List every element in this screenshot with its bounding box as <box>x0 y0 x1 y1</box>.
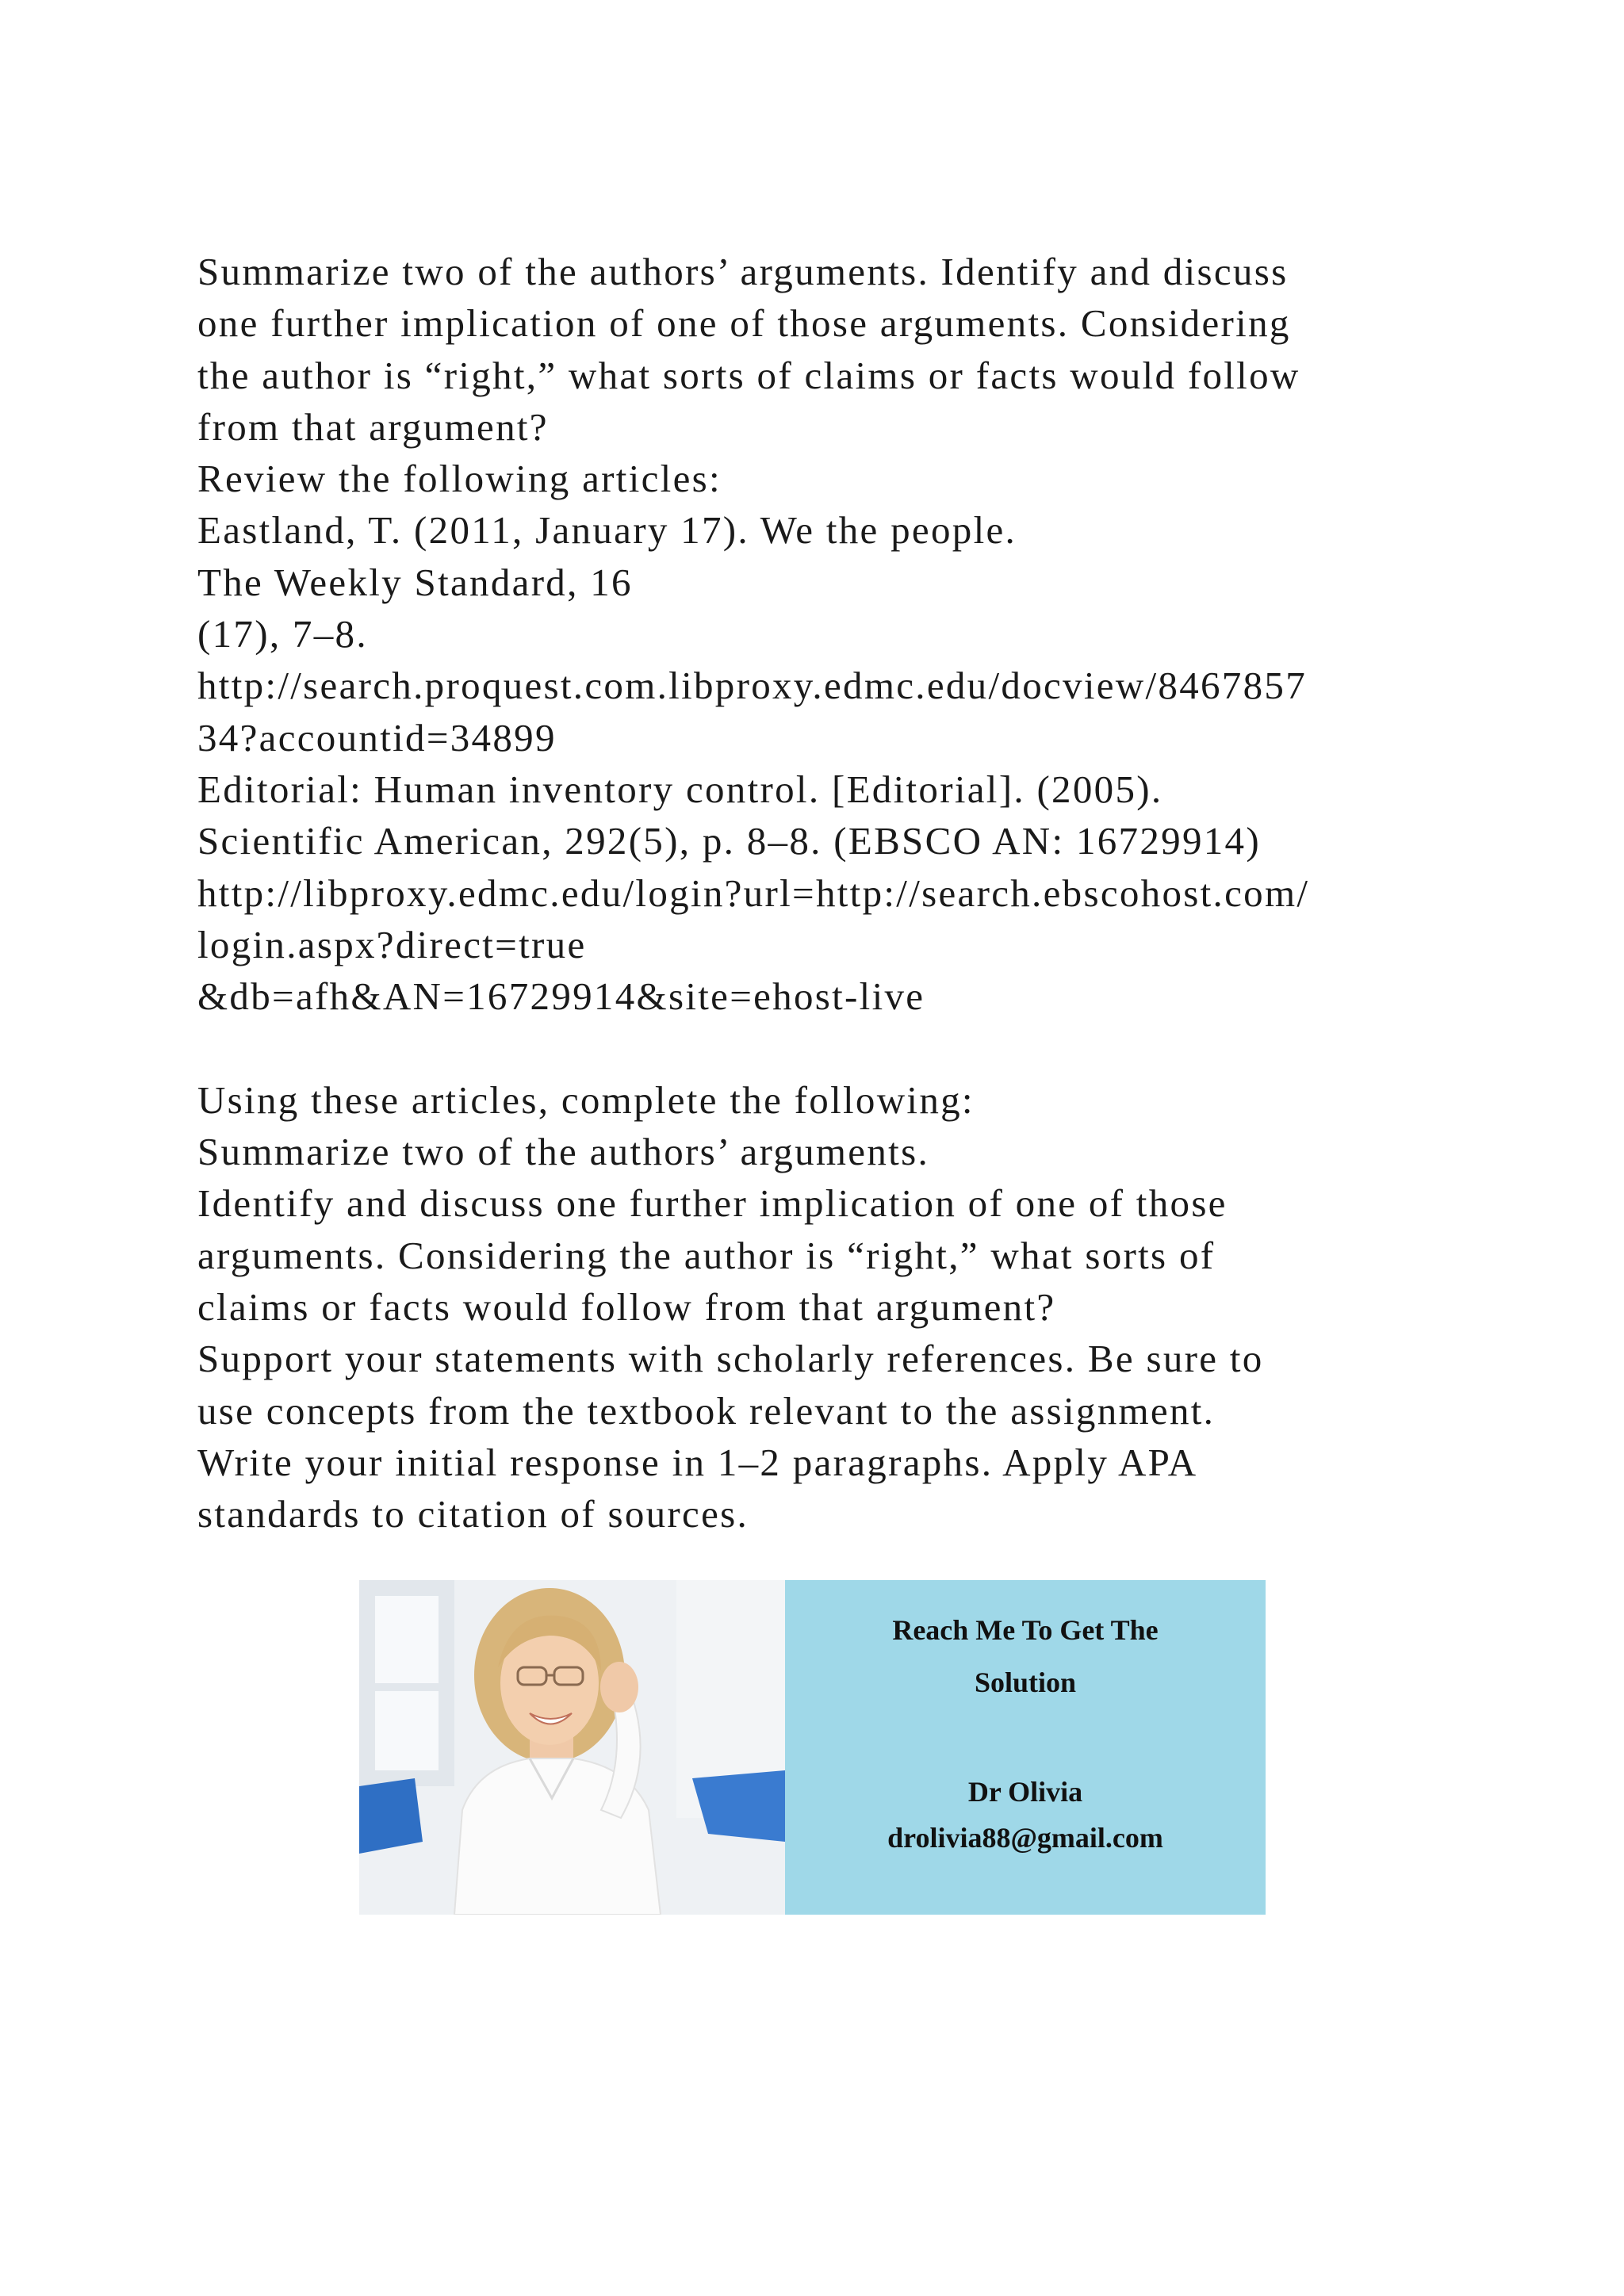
text-line: Summarize two of the authors’ arguments. <box>197 1130 929 1174</box>
text-line: Identify and discuss one further implication of one of those <box>197 1181 1228 1226</box>
text-line: standards to citation of sources. <box>197 1492 749 1536</box>
contact-email: drolivia88@gmail.com <box>887 1822 1163 1854</box>
text-line: Eastland, T. (2011, January 17). We the people. <box>197 508 1017 553</box>
text-line: Write your initial response in 1–2 paragraphs. Apply APA <box>197 1440 1198 1484</box>
contact-name: Dr Olivia <box>967 1776 1083 1808</box>
text-line: Support your statements with scholarly references. Be sure to <box>197 1337 1264 1381</box>
promo-banner <box>359 1580 1266 1915</box>
text-line: Review the following articles: <box>197 457 722 501</box>
text-line: claims or facts would follow from that argument? <box>197 1284 1056 1329</box>
text-line: Editorial: Human inventory control. [Editorial]. (2005). <box>197 767 1163 811</box>
text-line: use concepts from the textbook relevant to the assignment. <box>197 1388 1216 1433</box>
text-line: 34?accountid=34899 <box>197 715 557 760</box>
blank-line <box>197 1022 1434 1073</box>
text-line: the author is “right,” what sorts of claims or facts would follow <box>197 353 1300 397</box>
text-line: arguments. Considering the author is “right,” what sorts of <box>197 1233 1216 1277</box>
text-line: Summarize two of the authors’ arguments. Identify and discuss <box>197 250 1289 293</box>
text-line: (17), 7–8. <box>197 612 368 656</box>
heading-line-1: Reach Me To Get The <box>892 1614 1159 1646</box>
assignment-text <box>197 246 1434 1540</box>
text-line: &db=afh&AN=16729914&site=ehost-live <box>197 974 925 1019</box>
text-line: The Weekly Standard, 16 <box>197 560 633 604</box>
text-line: Using these articles, complete the following: <box>197 1077 975 1122</box>
text-line: one further implication of one of those arguments. Considering <box>197 301 1291 346</box>
text-line: http://libproxy.edmc.edu/login?url=http://search.ebscohost.com/ <box>197 871 1310 915</box>
text-line: Scientific American, 292(5), p. 8–8. (EBSCO AN: 16729914) <box>197 819 1261 863</box>
woman-portrait-icon <box>359 1580 785 1915</box>
contact-heading <box>785 1604 1266 1709</box>
text-line: from that argument? <box>197 404 549 449</box>
heading-line-2: Solution <box>974 1667 1077 1698</box>
contact-panel <box>785 1580 1266 1915</box>
text-line: http://search.proquest.com.libproxy.edmc.edu/docview/8467857 <box>197 664 1308 708</box>
text-line: login.aspx?direct=true <box>197 922 587 966</box>
